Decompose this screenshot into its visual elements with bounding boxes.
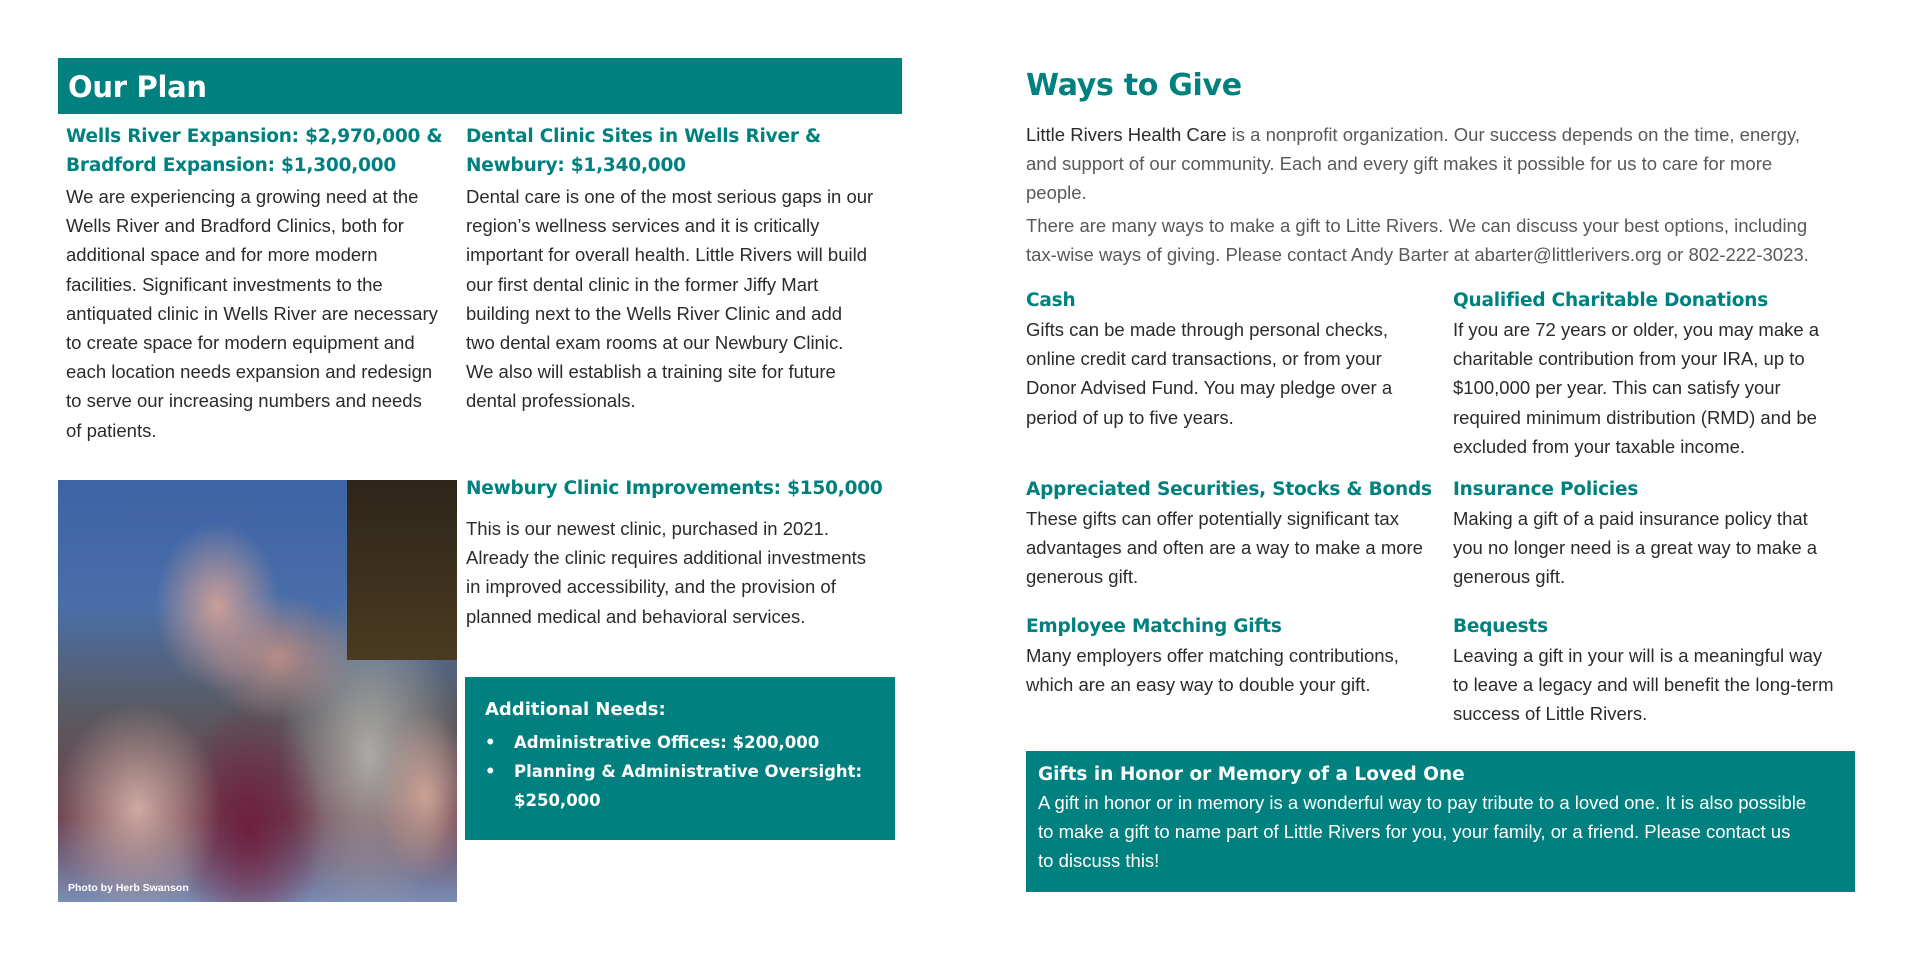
option-qualified-charitable-donations [1453,286,1873,461]
body-line: generous gift. [1453,566,1566,588]
body-line: Donor Advised Fund. You may pledge over a [1026,377,1393,399]
ways-to-give-title: Ways to Give [1026,68,1242,103]
body-line: important for overall health. Little Rivers will build [466,244,868,266]
body-line: to leave a legacy and will benefit the long-term [1453,674,1834,696]
option-employee-matching-gifts [1026,612,1451,699]
honor-memory-body [1038,788,1843,876]
section-heading [66,122,461,180]
body-line: online credit card transactions, or from your [1026,348,1382,370]
body-line: region’s wellness services and it is critically [466,215,820,237]
heading-line: Dental Clinic Sites in Wells River & [466,126,821,147]
list-item [485,728,875,757]
body-line: success of Little Rivers. [1453,703,1648,725]
body-line: in improved accessibility, and the provision of [466,576,836,598]
option-body [1026,315,1446,432]
body-line: advantages and often are a way to make a more [1026,537,1423,559]
body-line: to create space for modern equipment and [66,332,415,354]
additional-needs-list [485,728,875,815]
body-line: This is our newest clinic, purchased in 2021. [466,518,829,539]
intro-line: There are many ways to make a gift to Litte Rivers. We can discuss your best options, including [1026,215,1808,236]
intro-paragraph-2 [1026,211,1856,269]
body-line: dental professionals. [466,390,636,412]
body-line: planned medical and behavioral services. [466,605,806,627]
body-line: Leaving a gift in your will is a meaningful way [1453,645,1823,666]
intro-line: people. [1026,182,1087,204]
option-appreciated-securities [1026,475,1451,592]
section-body [66,182,461,445]
body-line: building next to the Wells River Clinic and add [466,302,843,324]
our-plan-header-bar [58,58,902,114]
option-body [1026,504,1451,592]
body-line: you no longer need is a great way to make a [1453,537,1818,559]
body-line: of patients. [66,419,157,441]
intro-line: is a nonprofit organization. Our success depends on the time, energy, [1226,124,1800,145]
body-line: generous gift. [1026,566,1139,588]
option-heading: Employee Matching Gifts [1026,616,1282,637]
list-item [485,757,875,815]
body-line: to make a gift to name part of Little Rivers for you, your family, or a friend. Please contact us [1038,821,1791,843]
body-line: excluded from your taxable income. [1453,435,1746,457]
body-line: We also will establish a training site for future [466,361,836,383]
body-line: our first dental clinic in the former Jiffy Mart [466,273,819,295]
body-line: antiquated clinic in Wells River are necessary [66,302,438,324]
option-heading: Insurance Policies [1453,479,1639,500]
body-line: two dental exam rooms at our Newbury Clinic. [466,332,844,354]
photo-credit: Photo by Herb Swanson [68,882,189,894]
body-line: Making a gift of a paid insurance policy that [1453,508,1808,529]
body-line: required minimum distribution (RMD) and be [1453,406,1817,428]
body-line: If you are 72 years or older, you may make a [1453,319,1820,340]
our-plan-title: Our Plan [68,70,207,104]
list-item-text: Administrative Offices: $200,000 [514,733,820,752]
honor-memory-box [1026,751,1855,892]
section-wells-river-bradford [66,122,461,445]
option-bequests [1453,612,1873,729]
body-line: which are an easy way to double your gift. [1026,674,1371,696]
option-heading: Bequests [1453,616,1548,637]
body-line: These gifts can offer potentially significant tax [1026,508,1399,529]
section-body [466,182,906,416]
body-line: to discuss this! [1038,850,1160,872]
list-item-text: $250,000 [514,791,601,810]
bullet-icon: • [485,733,496,752]
option-body [1453,315,1873,461]
bullet-icon: • [485,762,496,781]
option-heading: Qualified Charitable Donations [1453,290,1769,311]
heading-line: Bradford Expansion: $1,300,000 [66,155,397,176]
intro-paragraph-1 [1026,120,1856,208]
body-line: Wells River and Bradford Clinics, both for [66,215,404,237]
option-body [1453,504,1873,592]
section-heading [466,122,906,180]
option-body [1026,641,1451,699]
option-body [1453,641,1873,729]
photo-background-region [347,480,457,660]
option-heading: Cash [1026,290,1076,311]
body-line: period of up to five years. [1026,406,1234,428]
body-line: Many employers offer matching contributions, [1026,645,1399,666]
body-line: additional space and for more modern [66,244,378,266]
body-line: A gift in honor or in memory is a wonderful way to pay tribute to a loved one. It is also possible [1038,792,1807,813]
option-insurance-policies [1453,475,1873,592]
additional-needs-box [465,677,895,840]
heading-line: Newbury: $1,340,000 [466,155,686,176]
body-line: facilities. Significant investments to the [66,273,383,295]
section-dental-clinic [466,122,906,416]
body-line: Gifts can be made through personal checks, [1026,319,1388,340]
honor-memory-title: Gifts in Honor or Memory of a Loved One [1038,764,1465,785]
body-line: We are experiencing a growing need at the [66,186,419,207]
section-newbury-clinic [466,474,906,631]
body-line: each location needs expansion and redesign [66,361,433,383]
section-heading: Newbury Clinic Improvements: $150,000 [466,478,883,499]
option-heading: Appreciated Securities, Stocks & Bonds [1026,479,1432,500]
section-body [466,514,906,631]
hands-photo [58,480,457,902]
additional-needs-title: Additional Needs: [485,699,666,720]
organization-name: Little Rivers Health Care [1026,124,1227,145]
body-line: charitable contribution from your IRA, up to [1453,348,1805,370]
body-line: to serve our increasing numbers and needs [66,390,422,412]
body-line: $100,000 per year. This can satisfy your [1453,377,1781,399]
option-cash [1026,286,1446,432]
list-item-text: Planning & Administrative Oversight: [514,762,863,781]
body-line: Already the clinic requires additional investments [466,547,867,569]
body-line: Dental care is one of the most serious gaps in our [466,186,874,207]
intro-line: and support of our community. Each and every gift makes it possible for us to care for more [1026,153,1773,175]
heading-line: Wells River Expansion: $2,970,000 & [66,126,443,147]
contact-line: tax-wise ways of giving. Please contact Andy Barter at abarter@littlerivers.org or 802-222-3023. [1026,244,1809,266]
